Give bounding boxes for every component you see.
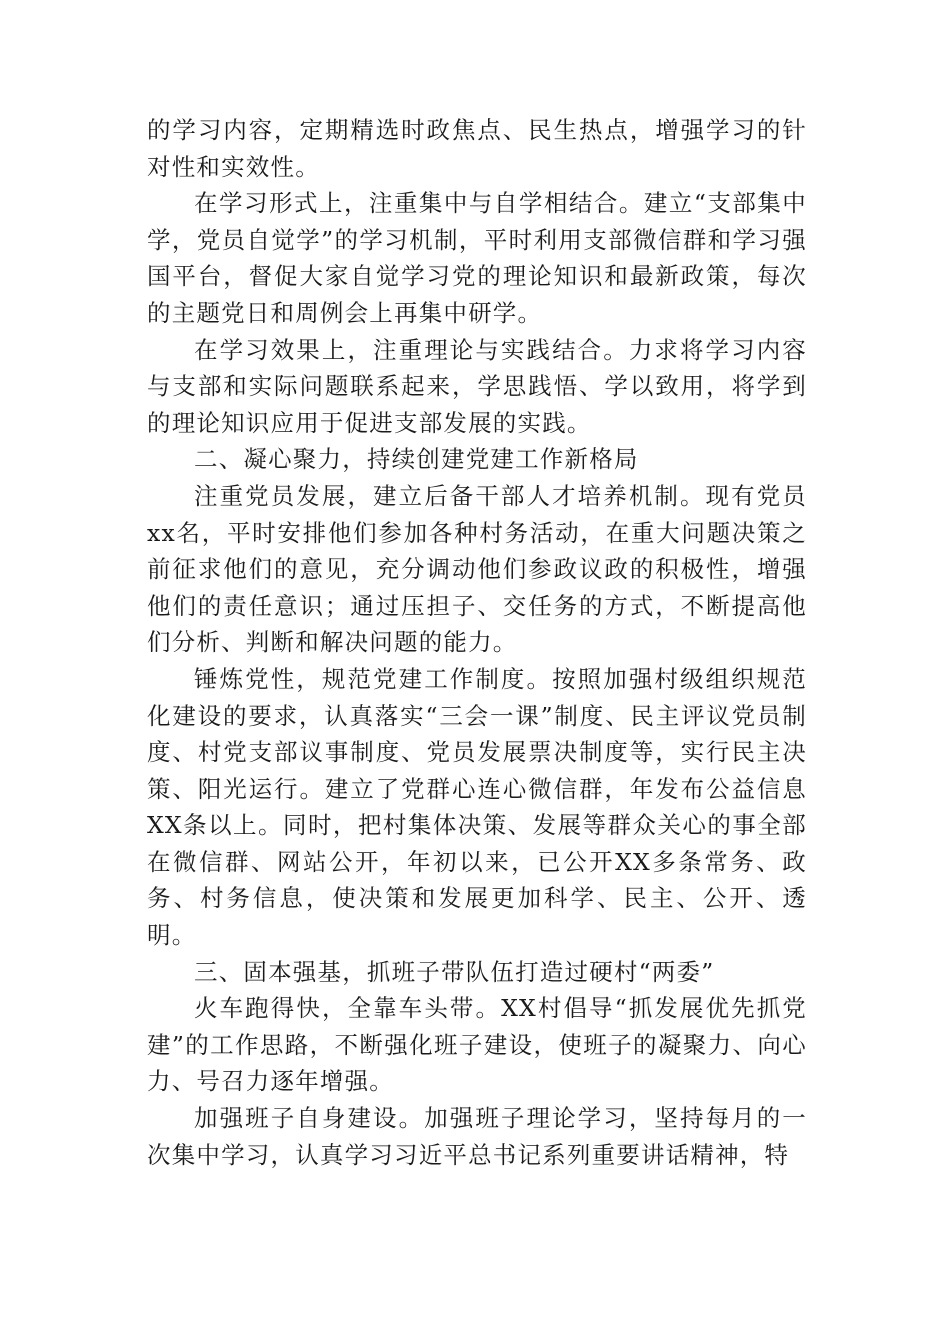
- section-heading: 三、固本强基，抓班子带队伍打造过硬村“两委”: [194, 957, 715, 986]
- paragraph: 加强班子自身建设。加强班子理论学习，坚持每月的一次集中学习，认真学习习近平总书记系列重要讲话精神，特: [147, 1104, 807, 1169]
- paragraph: 火车跑得快，全靠车头带。XX村倡导“抓发展优先抓党建”的工作思路，不断强化班子建设，使班子的凝聚力、向心力、号召力逐年增强。: [147, 994, 807, 1096]
- section-heading: 二、凝心聚力，持续创建党建工作新格局: [194, 445, 639, 474]
- document-page: [147, 112, 807, 1173]
- paragraph: 的学习内容，定期精选时政焦点、民生热点，增强学习的针对性和实效性。: [147, 116, 807, 181]
- paragraph: 在学习形式上，注重集中与自学相结合。建立“支部集中学，党员自觉学”的学习机制，平时利用支部微信群和学习强国平台，督促大家自觉学习党的理论知识和最新政策，每次的主题党日和周例会上再集中研学。: [147, 189, 807, 327]
- paragraph: 注重党员发展，建立后备干部人才培养机制。现有党员xx名，平时安排他们参加各种村务活动，在重大问题决策之前征求他们的意见，充分调动他们参政议政的积极性，增强他们的责任意识；通过压担子、交任务的方式，不断提高他们分析、判断和解决问题的能力。: [147, 481, 807, 657]
- paragraph: 锤炼党性，规范党建工作制度。按照加强村级组织规范化建设的要求，认真落实“三会一课”制度、民主评议党员制度、村党支部议事制度、党员发展票决制度等，实行民主决策、阳光运行。建立了党群心连心微信群，年发布公益信息XX条以上。同时，把村集体决策、发展等群众关心的事全部在微信群、网站公开，年初以来，已公开XX多条常务、政务、村务信息，使决策和发展更加科学、民主、公开、透明。: [147, 664, 807, 950]
- paragraph: 在学习效果上，注重理论与实践结合。力求将学习内容与支部和实际问题联系起来，学思践悟、学以致用，将学到的理论知识应用于促进支部发展的实践。: [147, 335, 807, 437]
